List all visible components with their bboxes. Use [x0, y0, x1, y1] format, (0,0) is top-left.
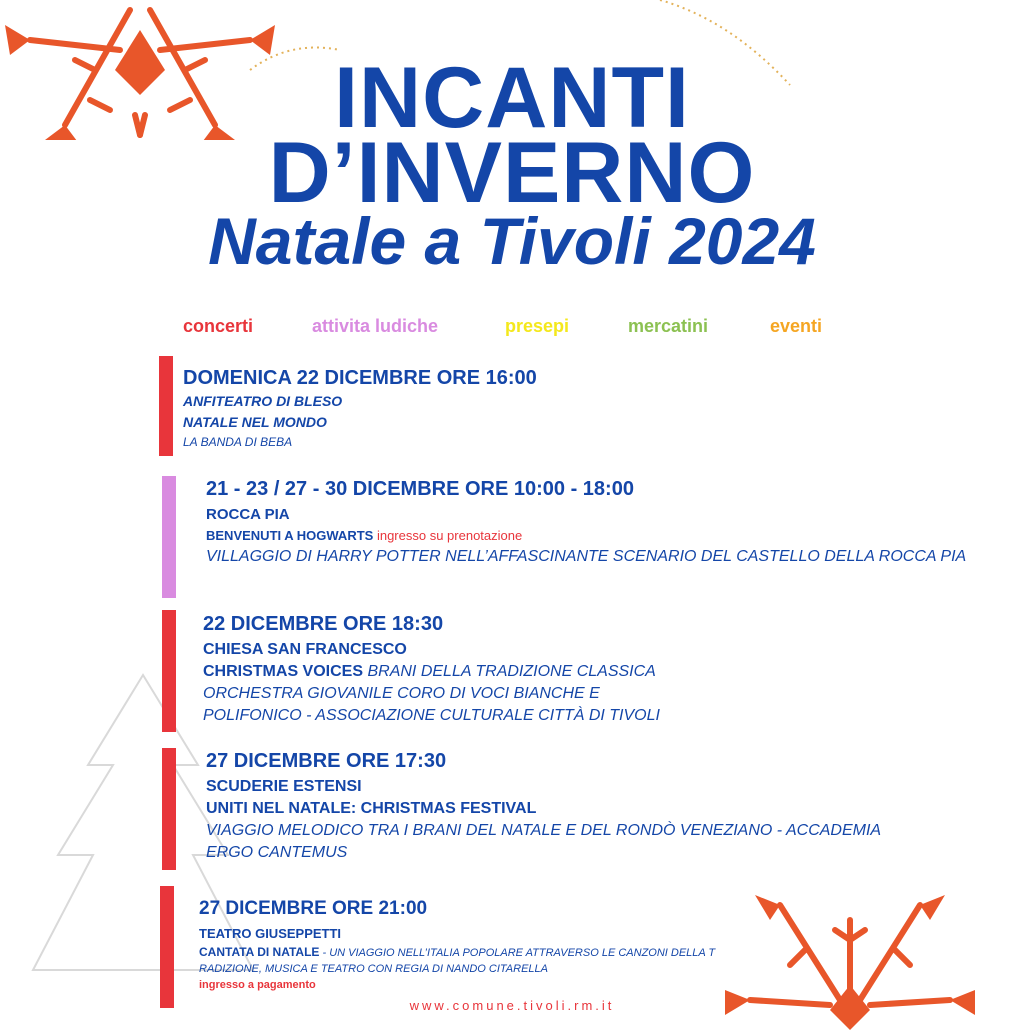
event-detail-line: POLIFONICO - ASSOCIAZIONE CULTURALE CITTÀ DI TIVOLI	[203, 707, 660, 724]
category-bar-concerti	[159, 356, 173, 456]
event-item	[199, 896, 715, 993]
title-line-1: INCANTI	[334, 50, 690, 146]
event-date: 22 DICEMBRE ORE 18:30	[203, 613, 444, 635]
event-note: ingresso su prenotazione	[376, 528, 523, 543]
event-date: DOMENICA 22 DICEMBRE ORE 16:00	[183, 367, 537, 389]
event-detail: VILLAGGIO DI HARRY POTTER NELL’AFFASCINANTE SCENARIO DEL CASTELLO DELLA ROCCA PIA	[206, 548, 967, 565]
event-place: CHIESA SAN FRANCESCO	[203, 641, 407, 658]
event-place: TEATRO GIUSEPPETTI	[199, 926, 342, 941]
event-name: BENVENUTI A HOGWARTS	[206, 528, 374, 543]
event-date: 27 DICEMBRE ORE 17:30	[206, 750, 447, 772]
event-name: NATALE NEL MONDO	[183, 414, 327, 430]
event-detail-line: ORCHESTRA GIOVANILE CORO DI VOCI BIANCHE E	[203, 685, 600, 702]
event-place: ROCCA PIA	[206, 506, 290, 523]
event-item	[206, 476, 966, 568]
event-note: ingresso a pagamento	[199, 979, 316, 991]
event-detail-line: RADIZIONE, MUSICA E TEATRO CON REGIA DI NANDO CITARELLA	[199, 963, 548, 975]
category-bar-concerti	[162, 610, 176, 732]
event-item	[183, 365, 537, 451]
event-place: ANFITEATRO DI BLESO	[183, 393, 343, 409]
event-detail-line: VIAGGIO MELODICO TRA I BRANI DEL NATALE E DEL RONDÒ VENEZIANO - ACCADEMIA	[206, 822, 882, 839]
event-date: 21 - 23 / 27 - 30 DICEMBRE ORE 10:00 - 18:00	[206, 478, 634, 500]
category-bar-concerti	[162, 748, 176, 870]
legend-eventi: eventi	[770, 316, 823, 336]
legend-mercatini: mercatini	[628, 316, 709, 336]
legend-presepi: presepi	[505, 316, 570, 336]
event-name: CHRISTMAS VOICES	[203, 663, 364, 680]
event-date: 27 DICEMBRE ORE 21:00	[199, 898, 428, 919]
category-bar-concerti	[160, 886, 174, 1008]
category-bar-attivita-ludiche	[162, 476, 176, 598]
legend-attivita-ludiche: attivita ludiche	[312, 316, 439, 336]
event-detail: LA BANDA DI BEBA	[183, 435, 293, 449]
subtitle: Natale a Tivoli 2024	[208, 204, 816, 278]
event-name: UNITI NEL NATALE: CHRISTMAS FESTIVAL	[206, 800, 537, 817]
event-place: SCUDERIE ESTENSI	[206, 778, 362, 795]
event-name-detail: BRANI DELLA TRADIZIONE CLASSICA	[367, 663, 656, 680]
legend-concerti: concerti	[183, 316, 254, 336]
title-line-2: D’INVERNO	[268, 125, 756, 221]
event-detail-line: ERGO CANTEMUS	[206, 844, 348, 861]
website-link[interactable]: www.comune.tivoli.rm.it	[409, 998, 615, 1013]
event-name: CANTATA DI NATALE	[199, 945, 320, 959]
event-detail-line: - UN VIAGGIO NELL’ITALIA POPOLARE ATTRAVERSO LE CANZONI DELLA T	[319, 947, 716, 959]
event-item	[206, 748, 881, 864]
event-item	[203, 611, 660, 727]
